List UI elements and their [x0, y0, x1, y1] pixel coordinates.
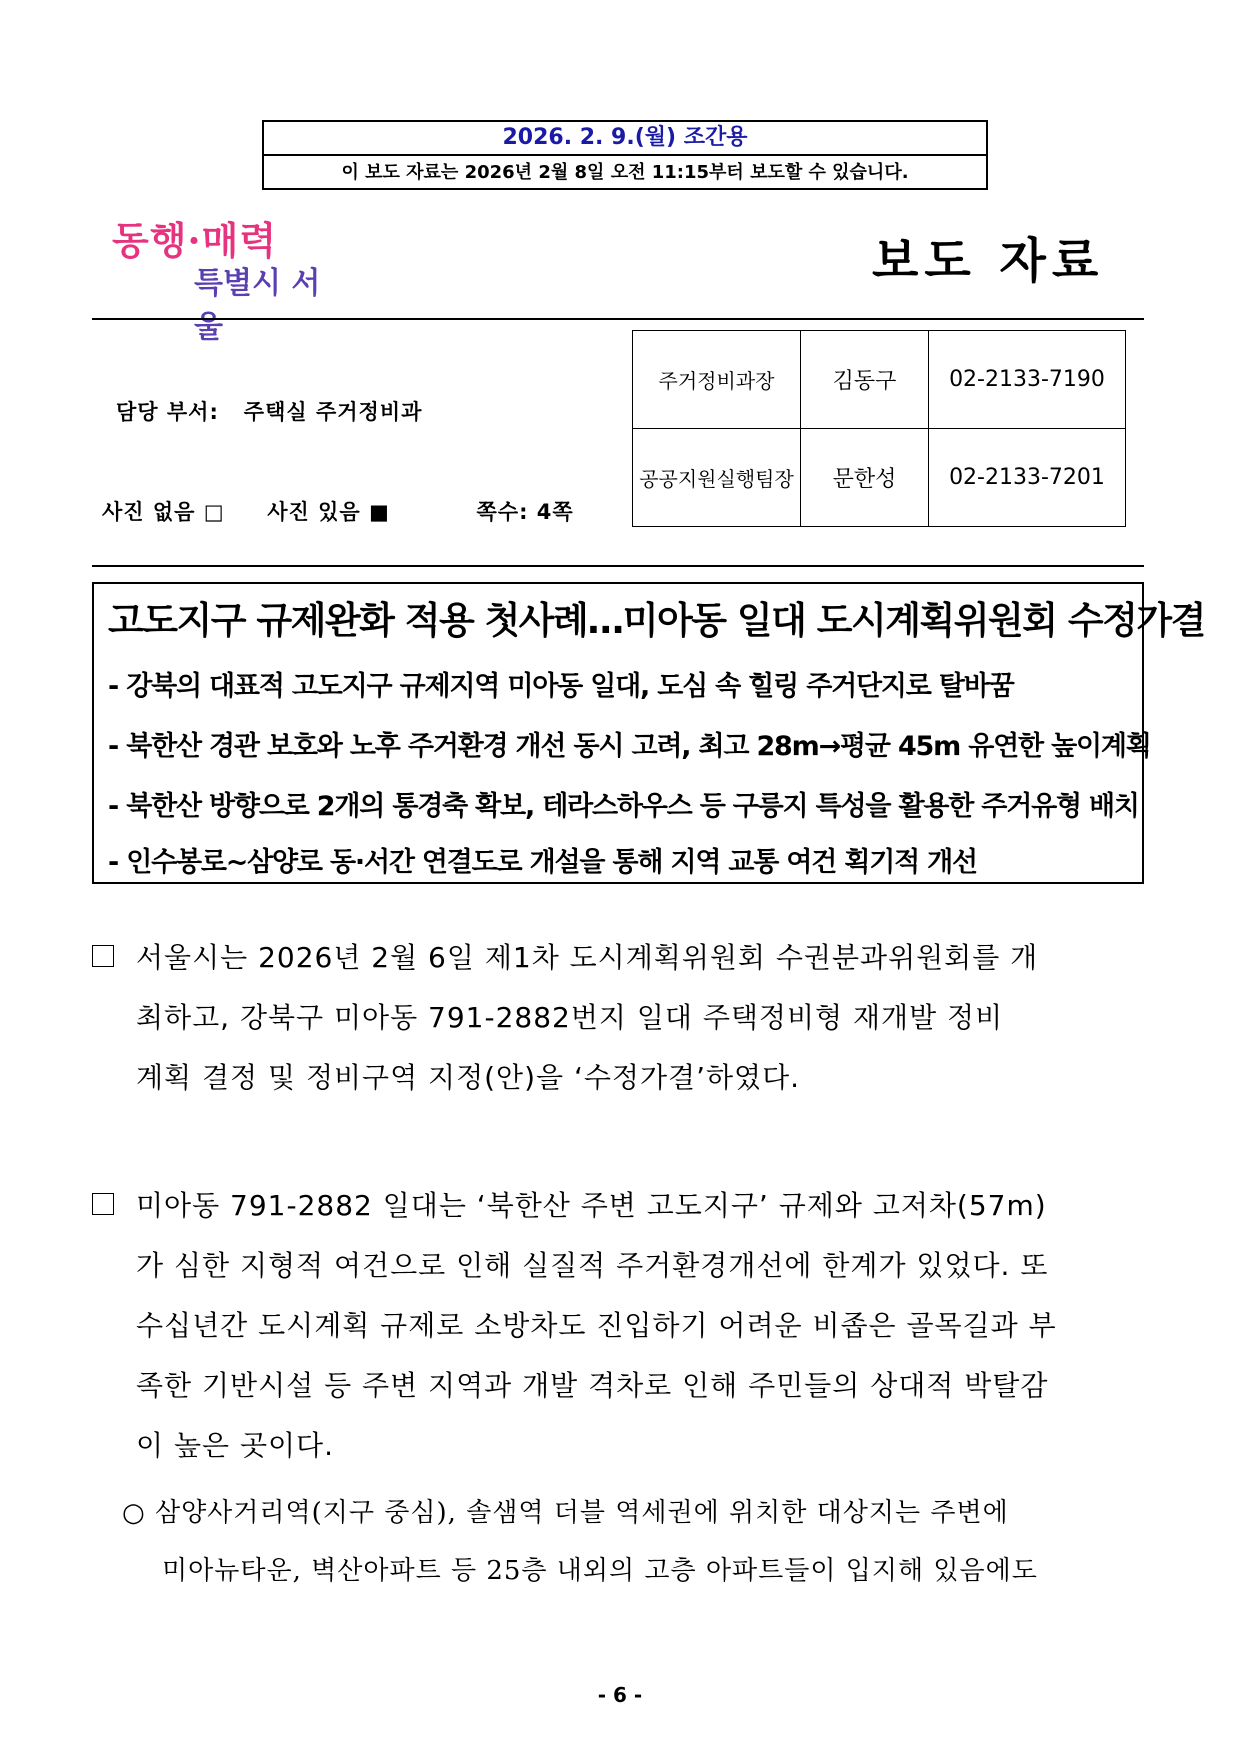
headline: 고도지구 규제완화 적용 첫사례…미아동 일대 도시계획위원회 수정가결 [108, 599, 1205, 642]
photo-none-checkbox: □ [203, 500, 225, 524]
department-value: 주택실 주거정비과 [243, 400, 423, 424]
contact-name: 문한성 [801, 429, 929, 527]
subpoint: - 북한산 경관 보호와 노후 주거환경 개선 동시 고려, 최고 28m→평균 45m 유연한 높이계획 [108, 731, 1151, 762]
photo-yes-checkbox: ■ [369, 500, 390, 524]
paragraph-line: 족한 기반시설 등 주변 지역과 개발 격차로 인해 주민들의 상대적 박탈감 [136, 1369, 1049, 1402]
page-count-value: 4쪽 [536, 500, 574, 524]
contact-title: 공공지원실행팀장 [633, 429, 801, 527]
paragraph-line: 계획 결정 및 정비구역 지정(안)을 ‘수정가결’하였다. [136, 1061, 801, 1094]
paragraph-bullet-box [92, 945, 114, 967]
circle-point [122, 1484, 1152, 1600]
embargo-box [262, 120, 988, 190]
paragraph-line: 최하고, 강북구 미아동 791-2882번지 일대 주택정비형 재개발 정비 [136, 1001, 1004, 1034]
contact-row [633, 429, 1126, 527]
department-label: 담당 부서: [116, 400, 219, 424]
body-paragraph-1 [92, 928, 1152, 1108]
paragraph-line: 서울시는 2026년 2월 6일 제1차 도시계획위원회 수권분과위원회를 개 [136, 941, 1039, 974]
paragraph-line: 가 심한 지형적 여건으로 인해 실질적 주거환경개선에 한계가 있었다. 또 [136, 1249, 1049, 1282]
logo-line-1: 동행·매력 [112, 218, 278, 263]
page-number: - 6 - [597, 1683, 643, 1707]
divider-middle [92, 565, 1144, 567]
contact-table [632, 330, 1126, 527]
department-line [116, 396, 422, 426]
body-paragraph-2 [92, 1176, 1152, 1476]
contact-title: 주거정비과장 [633, 331, 801, 429]
paragraph-line: 미아동 791-2882 일대는 ‘북한산 주변 고도지구’ 규제와 고저차(57m) [136, 1189, 1047, 1222]
circle-point-line: 미아뉴타운, 벽산아파트 등 25층 내외의 고층 아파트들이 입지해 있음에도 [162, 1556, 1038, 1586]
embargo-date: 2026. 2. 9.(월) 조간용 [264, 122, 986, 156]
contact-phone: 02-2133-7201 [929, 429, 1126, 527]
paragraph-bullet-box [92, 1193, 114, 1215]
page-count-label: 쪽수: [476, 500, 529, 524]
photo-none-label: 사진 없음 [102, 500, 196, 524]
paragraph-line: 이 높은 곳이다. [136, 1429, 334, 1462]
subpoint: - 인수봉로~삼양로 동·서간 연결도로 개설을 통해 지역 교통 여건 획기적 개선 [108, 847, 977, 878]
seoul-logo [112, 210, 332, 345]
contact-phone: 02-2133-7190 [929, 331, 1126, 429]
document-title: 보도 자료 [872, 233, 1105, 289]
subpoint: - 북한산 방향으로 2개의 통경축 확보, 테라스하우스 등 구릉지 특성을 활용한 주거유형 배치 [108, 791, 1139, 822]
contact-name: 김동구 [801, 331, 929, 429]
circle-bullet: ○ [122, 1498, 146, 1528]
divider-top [92, 318, 1144, 320]
circle-point-line: 삼양사거리역(지구 중심), 솔샘역 더블 역세권에 위치한 대상지는 주변에 [154, 1498, 1009, 1528]
photo-info-line [102, 496, 574, 526]
subpoint: - 강북의 대표적 고도지구 규제지역 미아동 일대, 도심 속 힐링 주거단지로 탈바꿈 [108, 671, 1014, 702]
embargo-notice: 이 보도 자료는 2026년 2월 8일 오전 11:15부터 보도할 수 있습니다. [341, 162, 909, 183]
paragraph-line: 수십년간 도시계획 규제로 소방차도 진입하기 어려운 비좁은 골목길과 부 [136, 1309, 1057, 1342]
headline-box [92, 582, 1205, 884]
photo-yes-label: 사진 있음 [267, 500, 361, 524]
logo-line-2: 특별시 서울 [194, 266, 321, 345]
contact-row [633, 331, 1126, 429]
